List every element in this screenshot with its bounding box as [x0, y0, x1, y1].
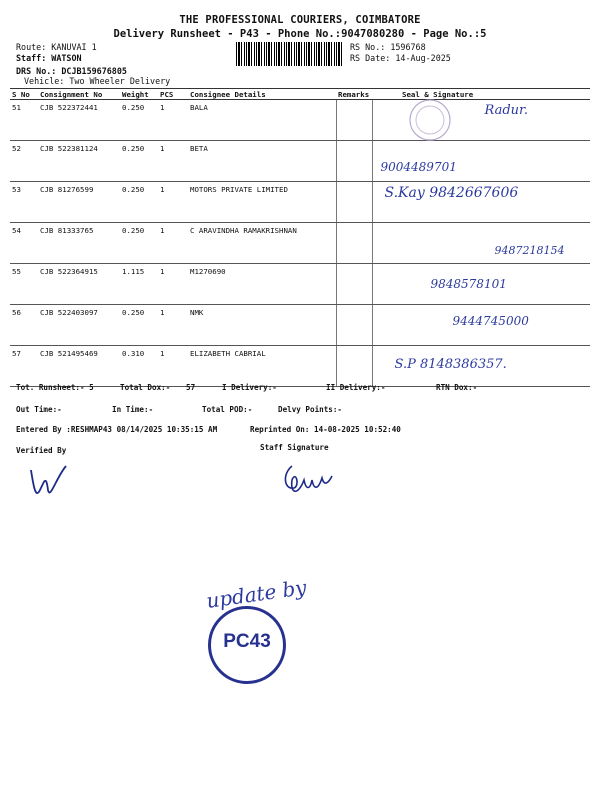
staff-signature-mark: [280, 460, 336, 500]
staff-label: Staff: WATSON: [16, 53, 82, 63]
cell-consignee: M1270690: [188, 264, 336, 305]
cell-consignment: CJB 81276599: [38, 182, 120, 223]
cell-weight: 0.250: [120, 305, 158, 346]
cell-signature: [372, 182, 590, 223]
cell-sno: 53: [10, 182, 38, 223]
cell-pcs: 1: [158, 182, 188, 223]
total-dox-value: 57: [186, 383, 196, 392]
route-label: Route: KANUVAI 1: [16, 42, 97, 52]
col-pcs: PCS: [158, 89, 188, 100]
cell-consignment: CJB 522364915: [38, 264, 120, 305]
barcode: [236, 42, 344, 66]
staff-signature-label: Staff Signature: [260, 443, 329, 452]
rs-number: RS No.: 1596768: [350, 42, 426, 52]
cell-weight: 0.310: [120, 346, 158, 387]
signature-text: Radur.: [484, 103, 528, 118]
cell-consignment: CJB 521495469: [38, 346, 120, 387]
cell-signature: [372, 141, 590, 182]
ii-delivery: II Delivery:-: [326, 383, 386, 392]
update-note: update by: [204, 575, 308, 613]
cell-weight: 0.250: [120, 182, 158, 223]
table-row: [10, 223, 590, 264]
cell-pcs: 1: [158, 223, 188, 264]
total-dox-label: Total Dox:-: [120, 383, 171, 392]
drs-number: DRS No.: DCJB159676805: [16, 66, 127, 76]
vehicle-label: Vehicle: Two Wheeler Delivery: [24, 76, 171, 86]
table-header-row: [10, 89, 590, 100]
cell-consignee: MOTORS PRIVATE LIMITED: [188, 182, 336, 223]
cell-sno: 52: [10, 141, 38, 182]
pc43-stamp: [208, 606, 286, 684]
verified-signature: [26, 460, 72, 506]
cell-pcs: 1: [158, 346, 188, 387]
signature-text: 9487218154: [494, 244, 565, 257]
cell-weight: 0.250: [120, 141, 158, 182]
out-time: Out Time:-: [16, 405, 62, 414]
cell-signature: [372, 264, 590, 305]
cell-consignee: NMK: [188, 305, 336, 346]
table-row: [10, 346, 590, 387]
cell-consignment: CJB 522381124: [38, 141, 120, 182]
runsheet-table: [10, 88, 590, 387]
cell-consignment: CJB 81333765: [38, 223, 120, 264]
signature-text: 9444745000: [452, 314, 529, 328]
cell-sno: 56: [10, 305, 38, 346]
table-row: [10, 264, 590, 305]
col-consignment: Consignment No: [38, 89, 120, 100]
cell-pcs: 1: [158, 264, 188, 305]
delivery-points: Delvy Points:-: [278, 405, 343, 414]
total-pod: Total POD:-: [202, 405, 253, 414]
col-remarks: Remarks: [336, 89, 372, 100]
cell-weight: 0.250: [120, 223, 158, 264]
cell-weight: 0.250: [120, 100, 158, 141]
cell-sno: 54: [10, 223, 38, 264]
cell-remarks: [336, 305, 372, 346]
rs-date: RS Date: 14-Aug-2025: [350, 53, 451, 63]
cell-signature: [372, 223, 590, 264]
table-row: [10, 100, 590, 141]
col-weight: Weight: [120, 89, 158, 100]
table-row: [10, 182, 590, 223]
cell-pcs: 1: [158, 100, 188, 141]
cell-weight: 1.115: [120, 264, 158, 305]
cell-remarks: [336, 182, 372, 223]
cell-signature: [372, 305, 590, 346]
cell-consignee: ELIZABETH CABRIAL: [188, 346, 336, 387]
cell-consignment: CJB 522403097: [38, 305, 120, 346]
cell-remarks: [336, 346, 372, 387]
cell-remarks: [336, 264, 372, 305]
cell-consignment: CJB 522372441: [38, 100, 120, 141]
col-sno: S No: [10, 89, 38, 100]
table-row: [10, 305, 590, 346]
signature-text: S.P 8148386357.: [394, 357, 507, 372]
cell-pcs: 1: [158, 141, 188, 182]
company-seal: [400, 92, 460, 142]
cell-signature: [372, 346, 590, 387]
signature-text: S.Kay 9842667606: [384, 185, 519, 201]
verified-by-label: Verified By: [16, 446, 67, 455]
cell-remarks: [336, 100, 372, 141]
runsheet-subtitle: Delivery Runsheet - P43 - Phone No.:9047080280 - Page No.:5: [113, 28, 487, 40]
cell-remarks: [336, 223, 372, 264]
cell-sno: 55: [10, 264, 38, 305]
table-row: [10, 141, 590, 182]
cell-sno: 51: [10, 100, 38, 141]
signature-text: 9848578101: [430, 277, 507, 291]
cell-consignee: BALA: [188, 100, 336, 141]
in-time: In Time:-: [112, 405, 154, 414]
cell-consignee: C ARAVINDHA RAMAKRISHNAN: [188, 223, 336, 264]
cell-sno: 57: [10, 346, 38, 387]
i-delivery: I Delivery:-: [222, 383, 277, 392]
cell-pcs: 1: [158, 305, 188, 346]
cell-remarks: [336, 141, 372, 182]
rtn-dox: RTN Dox:-: [436, 383, 478, 392]
company-title: THE PROFESSIONAL COURIERS, COIMBATORE: [179, 14, 421, 26]
stamp-text: PC43: [223, 631, 271, 652]
col-consignee: Consignee Details: [188, 89, 336, 100]
col-signature: Seal & Signature: [372, 89, 590, 100]
reprinted-on: Reprinted On: 14-08-2025 10:52:40: [250, 425, 401, 434]
cell-consignee: BETA: [188, 141, 336, 182]
signature-text: 9004489701: [380, 160, 457, 174]
entered-by: Entered By :RESHMAP43 08/14/2025 10:35:15 AM: [16, 425, 218, 434]
total-runsheet: Tot. Runsheet:- 5: [16, 383, 94, 392]
